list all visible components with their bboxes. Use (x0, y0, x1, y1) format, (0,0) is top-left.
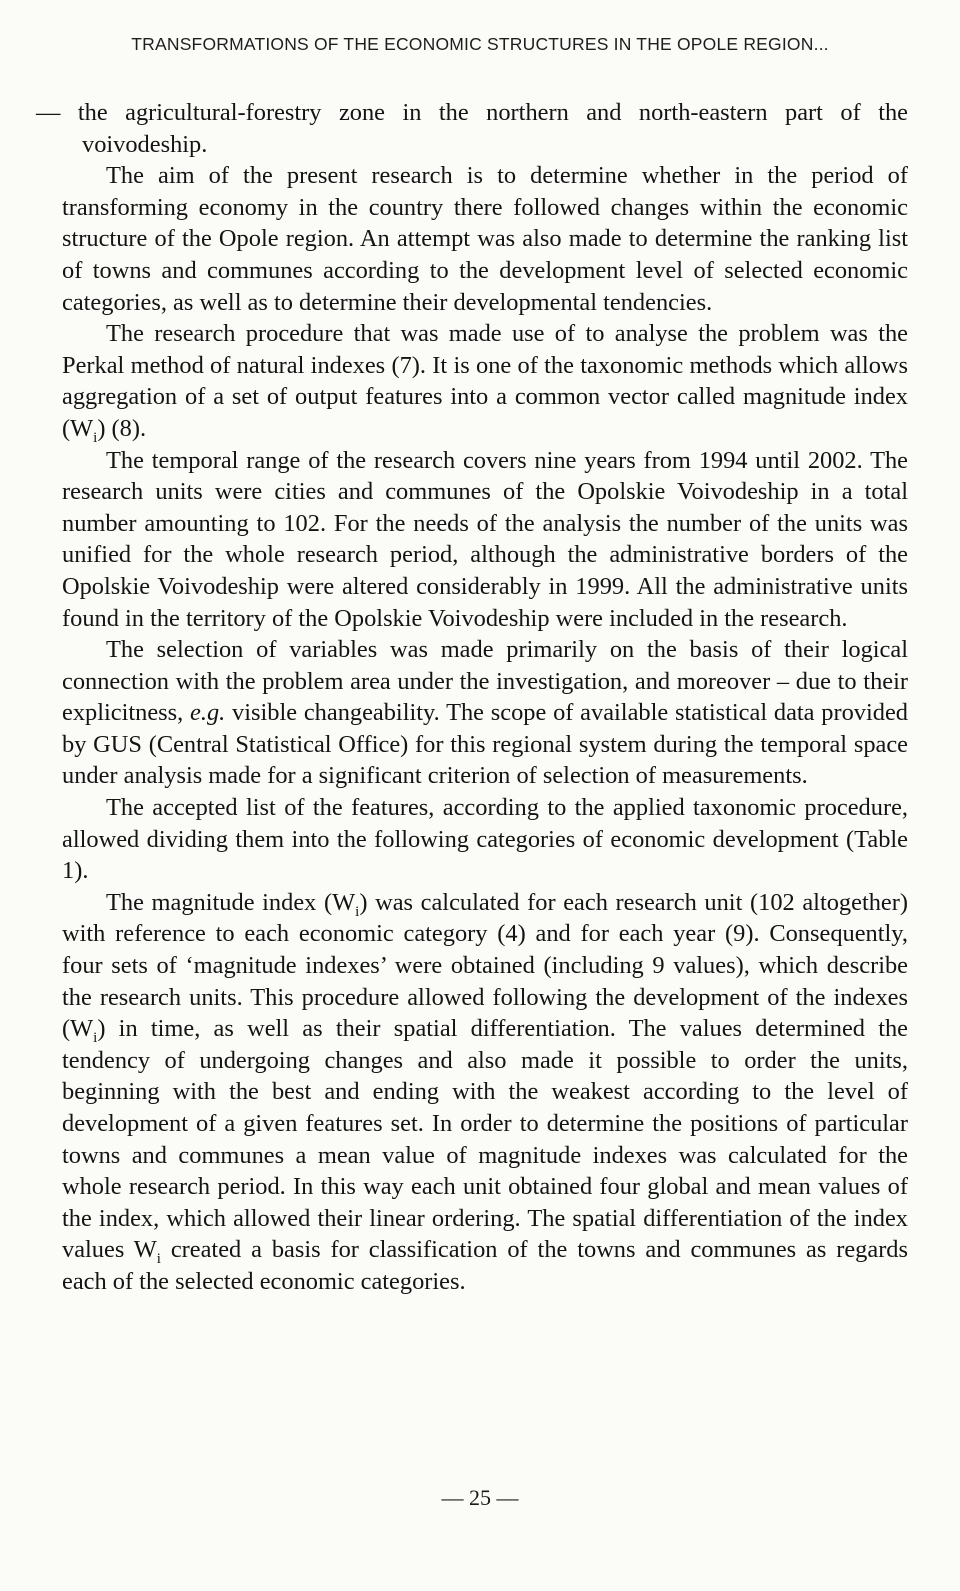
paragraph-text: created a basis for classification of the towns and communes as regards each of the selected economic categories. (62, 1236, 908, 1295)
paragraph-text: visible changeability. The scope of available statistical data provided by GUS (Central Statistical Office) for this regional system during the temporal space under analysis made for a significant criterion of selection of measurements. (62, 699, 908, 790)
page-number: — 25 — (441, 1485, 519, 1510)
paragraph-text: The research procedure that was made use of to analyse the problem was the Perkal method of natural indexes (7). It is one of the taxonomic methods which allows aggregation of a set of output features into a common vector called magnitude index (W (62, 320, 908, 442)
subscript-i: i (355, 903, 360, 920)
paragraph-text: ) (8). (97, 414, 147, 442)
subscript-i: i (93, 1030, 98, 1047)
running-head: TRANSFORMATIONS OF THE ECONOMIC STRUCTURES IN THE OPOLE REGION... (131, 34, 829, 54)
paragraph-text: The magnitude index (W (106, 888, 356, 916)
paragraph-text: the agricultural-forestry zone in the northern and north-eastern part of the voivodeship. (77, 99, 908, 158)
paragraph-text: ) in time, as well as their spatial differentiation. The values determined the tendency of undergoing changes and also made it possible to order the units, beginning with the best and ending with the weakest according to the level of development of a given features set. In order to determine the positions of particular towns and communes a mean value of magnitude indexes was calculated for the whole research period. In this way each unit obtained four global and mean values of the index, which allowed their linear ordering. The spatial differentiation of the index values W (62, 1015, 908, 1264)
paragraph-aim: The aim of the present research is to determine whether in the period of transforming economy in the country there followed changes within the economic structure of the Opole region. An attempt was also made to determine the ranking list of towns and communes according to the development level of selected economic categories, as well as to determine their developmental tendencies. (62, 162, 908, 316)
paragraph-temporal-range: The temporal range of the research covers nine years from 1994 until 2002. The research units were cities and communes of the Opolskie Voivodeship in a total number amounting to 102. For the needs of the analysis the number of the units was unified for the whole research period, although the administrative borders of the Opolskie Voivodeship were altered considerably in 1999. All the administrative units found in the territory of the Opolskie Voivodeship were included in the research. (62, 446, 908, 632)
em-dash: — (36, 99, 78, 126)
paragraph-text: The selection of variables was made primarily on the basis of their logical connection with the problem area under the investigation, and moreover – due to their explicitness, (62, 636, 908, 727)
subscript-i: i (156, 1251, 161, 1268)
paragraph-feature-list: The accepted list of the features, according to the applied taxonomic procedure, allowed dividing them into the following categories of economic development (Table 1). (62, 794, 908, 885)
paragraph-procedure (62, 318, 908, 444)
article-body (36, 97, 908, 1298)
italic-eg: e.g. (190, 699, 226, 727)
paragraph-magnitude-index (62, 887, 908, 1298)
paragraph-variable-selection (62, 634, 908, 792)
subscript-i: i (93, 429, 98, 446)
paragraph-text: ) was calculated for each research unit (102 altogether) with reference to each economic category (4) and for each year (9). Consequently, four sets of ‘magnitude indexes’ were obtained (including 9 values), which describe the research units. This procedure allowed following the development of the indexes (W (62, 888, 908, 1043)
paragraph-list-item (36, 97, 908, 160)
